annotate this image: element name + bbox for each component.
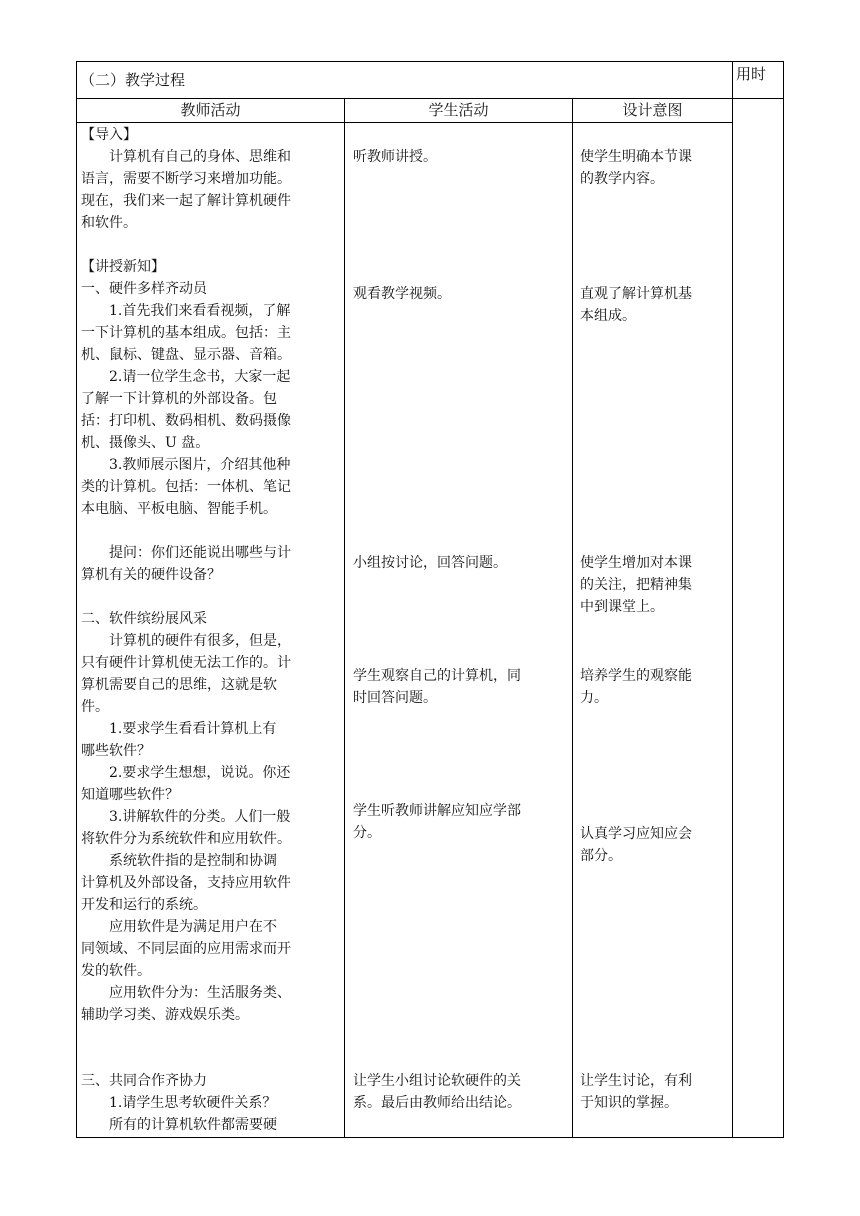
teacher-activity-line: 系统软件指的是控制和协调 [81,853,277,869]
teacher-activity-line: 三、共同合作齐协力 [81,1073,207,1089]
teacher-activity-line: 2.请一位学生念书，大家一起 [81,369,291,385]
student-activity-header: 学生活动 [428,101,489,119]
cell-text-line: 分。 [353,825,381,841]
design-intent-learn [580,823,692,867]
teacher-activity-line [81,1048,343,1070]
cell-text-line: 直观了解计算机基 [580,286,692,302]
time-column-border [732,61,733,1138]
student-activity-intro [353,146,437,168]
teacher-activity-line: 1.首先我们来看看视频，了解 [81,303,291,319]
teacher-activity-line: 现在，我们来一起了解计算机硬件 [81,193,291,209]
cell-text-line: 的关注，把精神集 [580,577,692,593]
teacher-activity-line: 语言，需要不断学习来增加功能。 [81,171,291,187]
teacher-activity-line: 3.教师展示图片，介绍其他种 [81,457,291,473]
cell-text-line: 学生观察自己的计算机，同 [353,668,521,684]
teacher-activity-line: 一、硬件多样齐动员 [81,281,207,297]
teacher-activity-line: 一下计算机的基本组成。包括：主 [81,325,291,341]
teacher-activity-line [81,1026,343,1048]
teacher-activity-line: 只有硬件计算机使无法工作的。计 [81,655,291,671]
student-activity-group-discussion [353,1070,521,1114]
teacher-activity-line: 3.讲解软件的分类。人们一般 [81,809,291,825]
teacher-activity-header: 教师活动 [180,101,241,119]
student-activity-video [353,283,451,305]
teacher-activity-line: 哪些软件？ [81,743,151,759]
teacher-activity-line: 算机有关的硬件设备？ [81,567,221,583]
teacher-activity-line: 机、鼠标、键盘、显示器、音箱。 [81,347,291,363]
cell-text-line: 培养学生的观察能 [580,668,692,684]
teacher-activity-line: 件。 [81,699,109,715]
table-right-border [783,61,784,1138]
cell-text-line: 力。 [580,690,608,706]
cell-text-line: 使学生增加对本课 [580,555,692,571]
cell-text-line: 小组按讨论，回答问题。 [353,555,507,571]
teacher-activity-line: 【讲授新知】 [81,259,165,275]
teacher-activity-line: 机、摄像头、U 盘。 [81,435,210,451]
design-intent-group-discussion [580,1070,692,1114]
cell-text-line: 学生听教师讲解应知应学部 [353,803,521,819]
teacher-activity-line: 1.请学生思考软硬件关系？ [81,1095,277,1111]
teacher-activity-line: 辅助学习类、游戏娱乐类。 [81,1007,249,1023]
teacher-activity-line: 二、软件缤纷展风采 [81,611,207,627]
teacher-activity-line: 计算机有自己的身体、思维和 [81,149,291,165]
student-column-border [572,98,573,1138]
teacher-activity-content [81,124,343,1136]
teacher-activity-line: 计算机及外部设备，支持应用软件 [81,875,291,891]
teacher-activity-line [81,586,343,608]
cell-text-line: 让学生小组讨论软硬件的关 [353,1073,521,1089]
section-title: （二）教学过程 [80,71,186,89]
table-left-border [76,61,77,1138]
cell-text-line: 中到课堂上。 [580,599,664,615]
teacher-activity-line [81,234,343,256]
cell-text-line: 时回答问题。 [353,690,437,706]
teacher-activity-line: 和软件。 [81,215,137,231]
teacher-activity-line: 2.要求学生想想，说说。你还 [81,765,291,781]
teacher-activity-line: 本电脑、平板电脑、智能手机。 [81,501,277,517]
teacher-activity-line: 将软件分为系统软件和应用软件。 [81,831,291,847]
teacher-activity-line: 括：打印机、数码相机、数码摄像 [81,413,291,429]
teacher-activity-line: 所有的计算机软件都需要硬 [81,1117,277,1133]
teacher-activity-line: 开发和运行的系统。 [81,897,207,913]
teacher-activity-line [81,520,343,542]
design-intent-intro [580,146,692,190]
teacher-activity-line: 了解一下计算机的外部设备。包 [81,391,277,407]
design-intent-video [580,283,692,327]
header-row-bottom-border [76,122,732,123]
cell-text-line: 于知识的掌握。 [580,1095,678,1111]
time-column-header: 用时 [736,65,767,83]
table-bottom-border [76,1137,783,1138]
teacher-activity-line: 发的软件。 [81,963,151,979]
cell-text-line: 让学生讨论，有利 [580,1073,692,1089]
teacher-activity-line: 类的计算机。包括：一体机、笔记 [81,479,291,495]
teacher-activity-line: 应用软件分为：生活服务类、 [81,985,291,1001]
table-top-border [76,61,783,62]
cell-text-line: 观看教学视频。 [353,286,451,302]
cell-text-line: 认真学习应知应会 [580,826,692,842]
teacher-activity-line: 同领域、不同层面的应用需求而开 [81,941,291,957]
teacher-activity-line: 算机需要自己的思维，这就是软 [81,677,277,693]
teacher-activity-line: 应用软件是为满足用户在不 [81,919,277,935]
teacher-activity-line: 知道哪些软件？ [81,787,179,803]
teacher-activity-line: 【导入】 [81,127,137,143]
cell-text-line: 使学生明确本节课 [580,149,692,165]
teacher-activity-line: 计算机的硬件有很多，但是， [81,633,291,649]
cell-text-line: 系。最后由教师给出结论。 [353,1095,521,1111]
teacher-activity-line: 提问：你们还能说出哪些与计 [81,545,291,561]
cell-text-line: 的教学内容。 [580,171,664,187]
student-activity-observe [353,665,521,709]
cell-text-line: 本组成。 [580,308,636,324]
cell-text-line: 部分。 [580,848,622,864]
design-intent-observe [580,665,692,709]
student-activity-discussion [353,552,507,574]
student-activity-listen [353,800,521,844]
design-intent-header: 设计意图 [622,101,683,119]
cell-text-line: 听教师讲授。 [353,149,437,165]
teacher-activity-line: 1.要求学生看看计算机上有 [81,721,277,737]
design-intent-discussion [580,552,692,618]
teacher-column-border [344,98,345,1138]
